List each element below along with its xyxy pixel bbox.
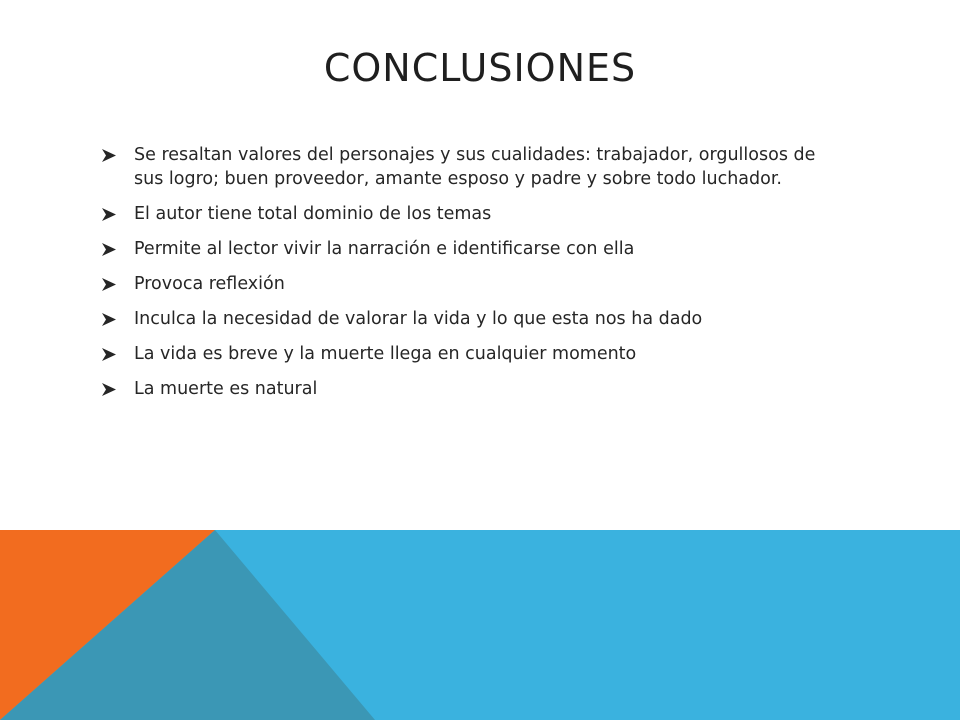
bullet-item [100,143,820,191]
bullet-text: La muerte es natural [134,379,318,399]
bullet-item [100,307,820,331]
arrowhead-bullet-icon [102,383,116,396]
bullet-item [100,272,820,296]
bullet-item [100,342,820,366]
slide-title: CONCLUSIONES [323,46,637,90]
bullet-text: Provoca reflexión [134,274,285,294]
bullet-list [100,143,820,412]
arrowhead-bullet-icon [102,149,116,162]
arrowhead-bullet-icon [102,278,116,291]
bullet-item [100,237,820,261]
arrowhead-bullet-icon [102,208,116,221]
bullet-text: Se resaltan valores del personajes y sus cualidades: trabajador, orgullosos de sus logro; buen proveedor, amante esposo y padre y sobre todo luchador. [134,145,816,189]
decorative-color-band [0,530,960,720]
bullet-item [100,202,820,226]
arrowhead-bullet-icon [102,313,116,326]
arrowhead-bullet-icon [102,348,116,361]
bullet-text: Inculca la necesidad de valorar la vida y lo que esta nos ha dado [134,309,703,329]
bullet-text: La vida es breve y la muerte llega en cualquier momento [134,344,637,364]
bullet-text: El autor tiene total dominio de los temas [134,204,492,224]
bullet-item [100,377,820,401]
arrowhead-bullet-icon [102,243,116,256]
bullet-text: Permite al lector vivir la narración e identificarse con ella [134,239,635,259]
